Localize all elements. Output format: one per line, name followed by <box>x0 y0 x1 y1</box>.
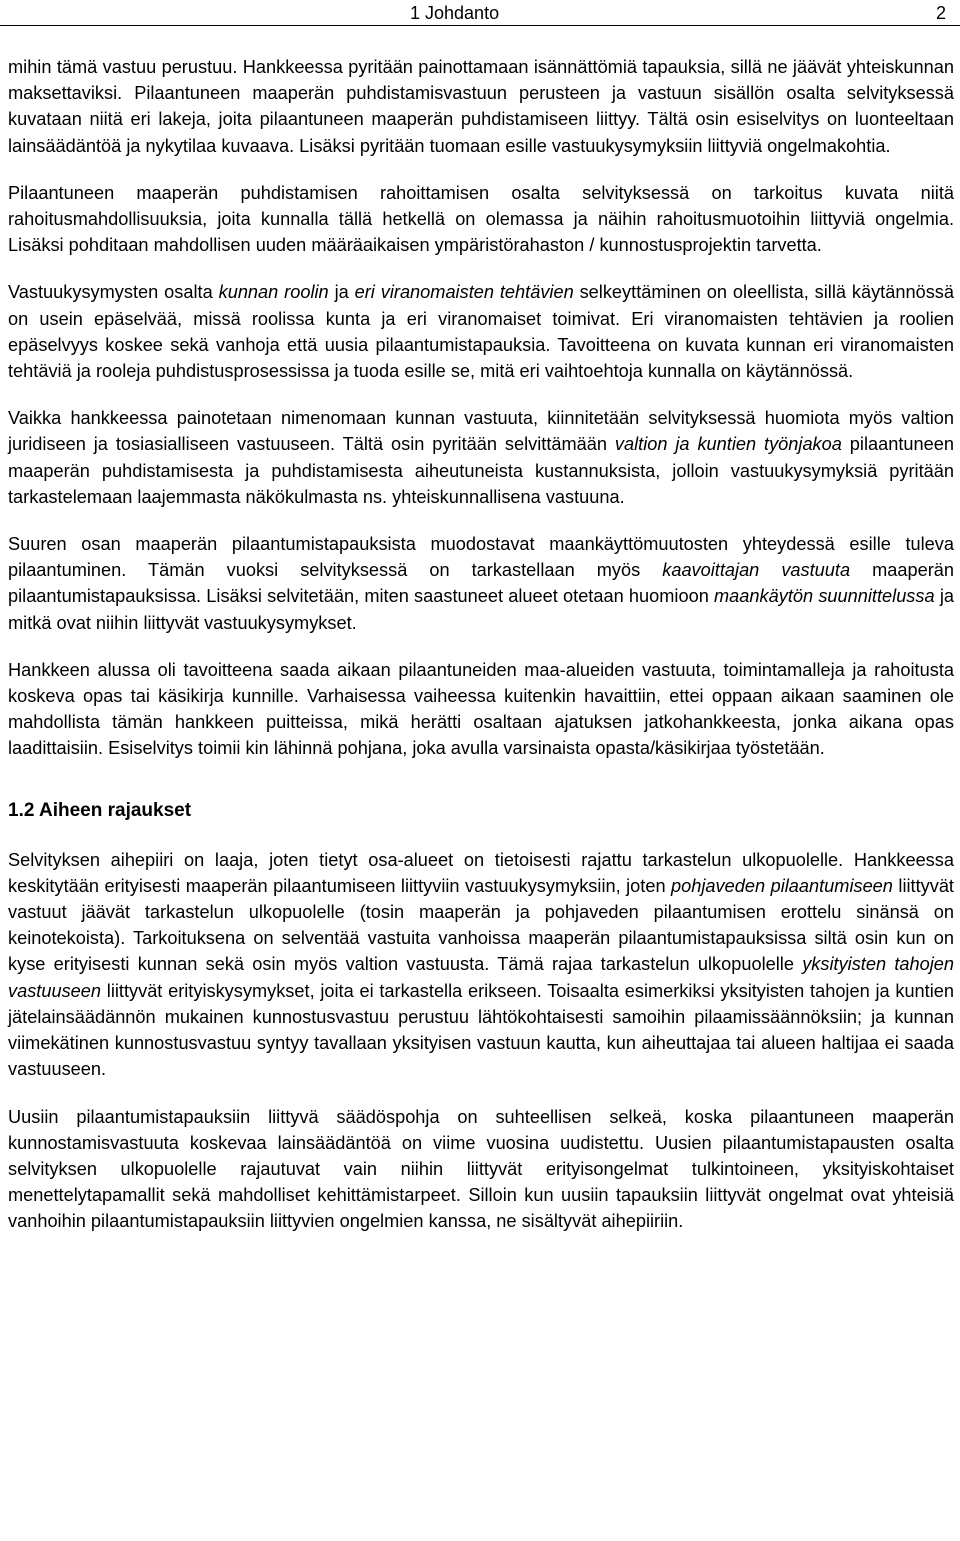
paragraph <box>8 657 954 762</box>
paragraph-text: liittyvät erityiskysymykset, joita ei tarkastella erikseen. Toisaalta esimerkiksi yksityisten tahojen ja kuntien jätelainsäädännön mukainen kunnostusvastuu perustuu lähtökohtaisesti samoihin pilaamissäännöksiin; ja kunnan viimekätinen kunnostusvastuu syntyy tavallaan yksityisen vastuun kautta, kun aiheuttajaa tai alueen haltijaa ei saada vastuuseen. <box>8 980 954 1080</box>
paragraph <box>8 54 954 159</box>
paragraph-text: ja <box>328 282 355 303</box>
paragraph-text: mihin tämä vastuu perustuu. Hankkeessa pyritään painottamaan isännättömiä tapauksia, sillä ne jäävät yhteiskunnan maksettaviksi. Pilaantuneen maaperän puhdistamisvastuun perusteen ja vastuun sisällön osalta selvityksessä kuvataan niitä eri lakeja, joita pilaantuneen maaperän puhdistamiseen liittyy. Tältä osin esiselvitys on luonteeltaan lainsäädäntöä ja nykytilaa kuvaava. Lisäksi pyritään tuomaan esille vastuukysymyksiin liittyviä ongelmakohtia. <box>8 57 954 156</box>
paragraph-text: liittyvät vastuut jäävät tarkastelun ulkopuolelle (tosin maaperän ja pohjaveden pilaantumisen erottelu sinänsä on keinotekoista). Tarkoituksena on selventää vastuita vanhoissa maaperän pilaantumistapauksissa siltä osin kun on kyse erityisesti kunnan sekä osin myös valtion vastuusta. Tämä rajaa tarkastelun ulkopuolelle <box>8 875 954 975</box>
paragraph-text: Hankkeen alussa oli tavoitteena saada aikaan pilaantuneiden maa-alueiden vastuuta, toimintamalleja ja rahoitusta koskeva opas tai käsikirja kunnille. Varhaisessa vaiheessa kuitenkin havaittiin, ettei oppaan aikaan saaminen ole mahdollista tämän hankkeen puitteissa, mikä herätti osaltaan ajatuksen jatkohankkeesta, jonka aikana opas laadittaisiin. Esiselvitys toimii kin lähinnä pohjana, joka avulla varsinaista opasta/käsikirjaa työstetään. <box>8 659 954 759</box>
paragraph <box>8 180 954 259</box>
paragraph-text: Vaikka hankkeessa painotetaan nimenomaan kunnan vastuuta, kiinnitetään selvityksessä huomiota myös valtion juridiseen ja tosiasialliseen vastuuseen. Tältä osin pyritään selvittämään <box>8 408 954 455</box>
paragraph <box>8 1104 954 1235</box>
header-rule <box>0 25 960 26</box>
section-heading: 1.2 Aiheen rajaukset <box>8 799 192 821</box>
paragraph-text: Vastuukysymysten osalta <box>8 282 219 303</box>
paragraph <box>8 531 954 636</box>
emphasis-text: maankäytön suunnittelussa <box>714 586 935 607</box>
body-text <box>8 54 954 1256</box>
paragraph-text: Pilaantuneen maaperän puhdistamisen rahoittamisen osalta selvityksessä on tarkoitus kuvata niitä rahoitusmahdollisuuksia, joita kunnalla tällä hetkellä on olemassa ja näihin rahoitusmuotoihin liittyviä ongelmia. Lisäksi pohditaan mahdollisen uuden määräaikaisen ympäristörahaston / kunnostusprojektin tarvetta. <box>8 182 954 256</box>
paragraph <box>8 847 954 1083</box>
paragraph-text: ja mitkä ovat niihin liittyvät vastuukysymykset. <box>8 586 954 633</box>
emphasis-text: valtion ja kuntien työnjakoa <box>614 434 842 455</box>
paragraph-text: pilaantuneen maaperän puhdistamisesta ja puhdistamisesta aiheutuneista kustannuksista, jolloin vastuukysymyksiä pyritään tarkastelemaan laajemmasta näkökulmasta ns. yhteiskunnallisena vastuuna. <box>8 434 954 507</box>
paragraph <box>8 405 954 510</box>
paragraph-text: maaperän pilaantumistapauksissa. Lisäksi selvitetään, miten saastuneet alueet otetaan huomioon <box>8 560 954 607</box>
emphasis-text: pohjaveden pilaantumiseen <box>671 875 893 896</box>
paragraph-text: Selvityksen aihepiiri on laaja, joten tietyt osa-alueet on tietoisesti rajattu tarkastelun ulkopuolelle. Hankkeessa keskitytään erityisesti maaperän pilaantumiseen liittyviin vastuukysymyksiin, joten <box>8 849 954 896</box>
emphasis-text: eri viranomaisten tehtävien <box>354 282 574 303</box>
paragraph-text: Suuren osan maaperän pilaantumistapauksista muodostavat maankäyttömuutosten yhteydessä esille tuleva pilaantuminen. Tämän vuoksi selvityksessä on tarkastellaan myös <box>8 534 954 581</box>
chapter-title: 1 Johdanto <box>410 3 500 23</box>
paragraph-text: selkeyttäminen on oleellista, sillä käytännössä on usein epäselvää, missä roolissa kunta ja eri viranomaiset toimivat. Eri viranomaisten tehtävien ja roolien epäselvyys koskee sekä vanhoja että uusia pilaantumistapauksia. Tavoitteena on kuvata kunnan eri viranomaisten tehtäviä ja rooleja puhdistusprosessissa ja tuoda esille se, mitä eri vaihtoehtoja kunnalla on käytännössä. <box>8 282 954 382</box>
emphasis-text: kaavoittajan vastuuta <box>662 560 851 581</box>
running-header <box>0 0 960 26</box>
page-number: 2 <box>936 3 947 23</box>
emphasis-text: kunnan roolin <box>218 282 329 303</box>
paragraph-text: Uusiin pilaantumistapauksiin liittyvä säädöspohja on suhteellisen selkeä, koska pilaantuneen maaperän kunnostamisvastuuta koskevaa lainsäädäntöä on viime vuosina uudistettu. Uusien pilaantumistapausten osalta selvityksen ulkopuolelle rajautuvat vain niihin liittyvät erityisongelmat tulkintoineen, yksityiskohtaiset menettelytapamallit sekä mahdolliset kehittämistarpeet. Silloin kun uusiin tapauksiin liittyvät ongelmat ovat yhteisiä vanhoihin pilaantumistapauksiin liittyvien ongelmien kanssa, ne sisältyvät aihepiiriin. <box>8 1106 954 1232</box>
paragraph <box>8 279 954 384</box>
emphasis-text: yksityisten tahojen vastuuseen <box>8 954 955 1001</box>
